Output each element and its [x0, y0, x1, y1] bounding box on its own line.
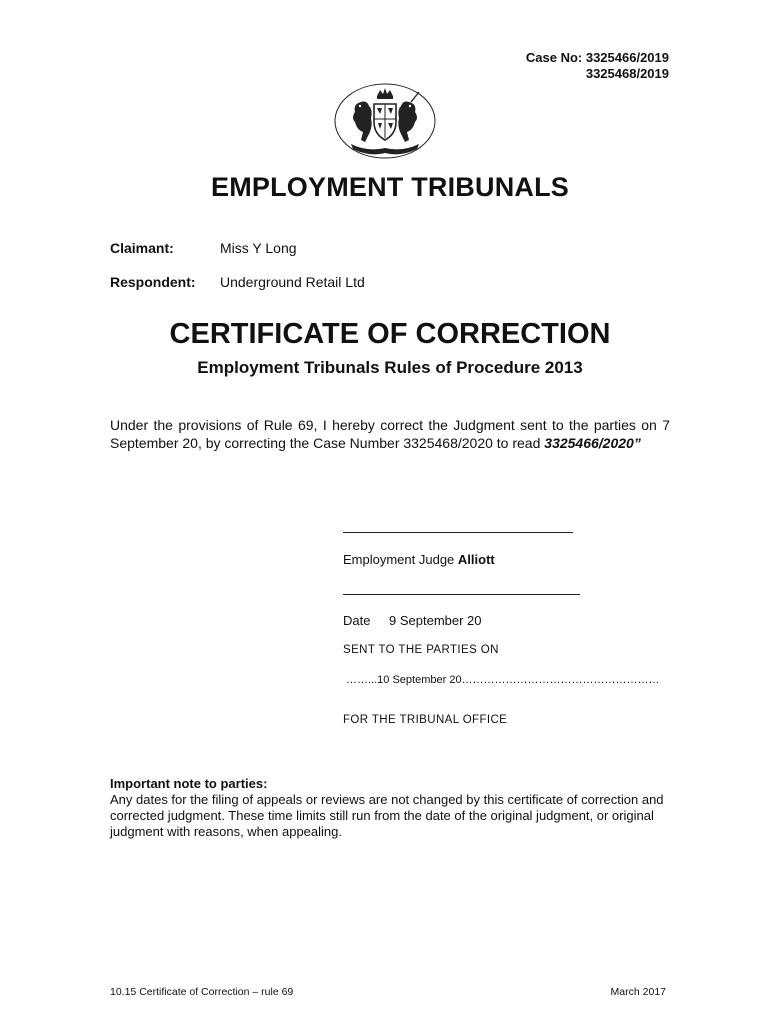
page-heading: EMPLOYMENT TRIBUNALS [211, 172, 569, 202]
royal-coat-of-arms-icon [333, 82, 437, 160]
case-number-block [526, 50, 669, 82]
certificate-title: CERTIFICATE OF CORRECTION [169, 318, 611, 350]
respondent-label: Respondent: [110, 274, 196, 290]
tribunal-office-label: FOR THE TRIBUNAL OFFICE [343, 714, 508, 726]
corrected-case-number: 3325466/2020” [544, 435, 641, 451]
correction-text: Under the provisions of Rule 69, I hereby correct the Judgment sent to the parties on 7 September 20, by correcting the Case Number 3325468/2020 to read [110, 417, 670, 451]
correction-paragraph [110, 416, 670, 452]
judge-line [343, 552, 495, 567]
respondent-value: Underground Retail Ltd [220, 274, 365, 290]
judge-name: Alliott [457, 552, 495, 567]
claimant-label: Claimant: [110, 240, 174, 256]
claimant-value: Miss Y Long [220, 240, 297, 256]
important-note [110, 776, 675, 840]
sent-to-parties-label: SENT TO THE PARTIES ON [343, 644, 499, 656]
case-number-line-1: Case No: 3325466/2019 [525, 50, 669, 65]
date-value: 9 September 20 [389, 613, 482, 628]
note-text: Any dates for the filing of appeals or reviews are not changed by this certificate of correction and corrected judgment. These time limits still run from the date of the original judgment, or original judgment with reasons, when appealing. [110, 792, 664, 839]
case-number-line-2: 3325468/2019 [585, 66, 669, 81]
note-heading: Important note to parties: [110, 776, 268, 791]
footer-right: March 2017 [610, 986, 666, 998]
signature-line-1 [343, 532, 573, 533]
certificate-subtitle: Employment Tribunals Rules of Procedure 2013 [197, 358, 583, 377]
date-label: Date [343, 613, 371, 628]
sent-date: ……...10 September 20……………………………………………… [346, 674, 660, 686]
footer-left: 10.15 Certificate of Correction – rule 69 [110, 986, 294, 998]
judge-prefix: Employment Judge [343, 552, 458, 567]
signature-line-2 [343, 594, 580, 595]
